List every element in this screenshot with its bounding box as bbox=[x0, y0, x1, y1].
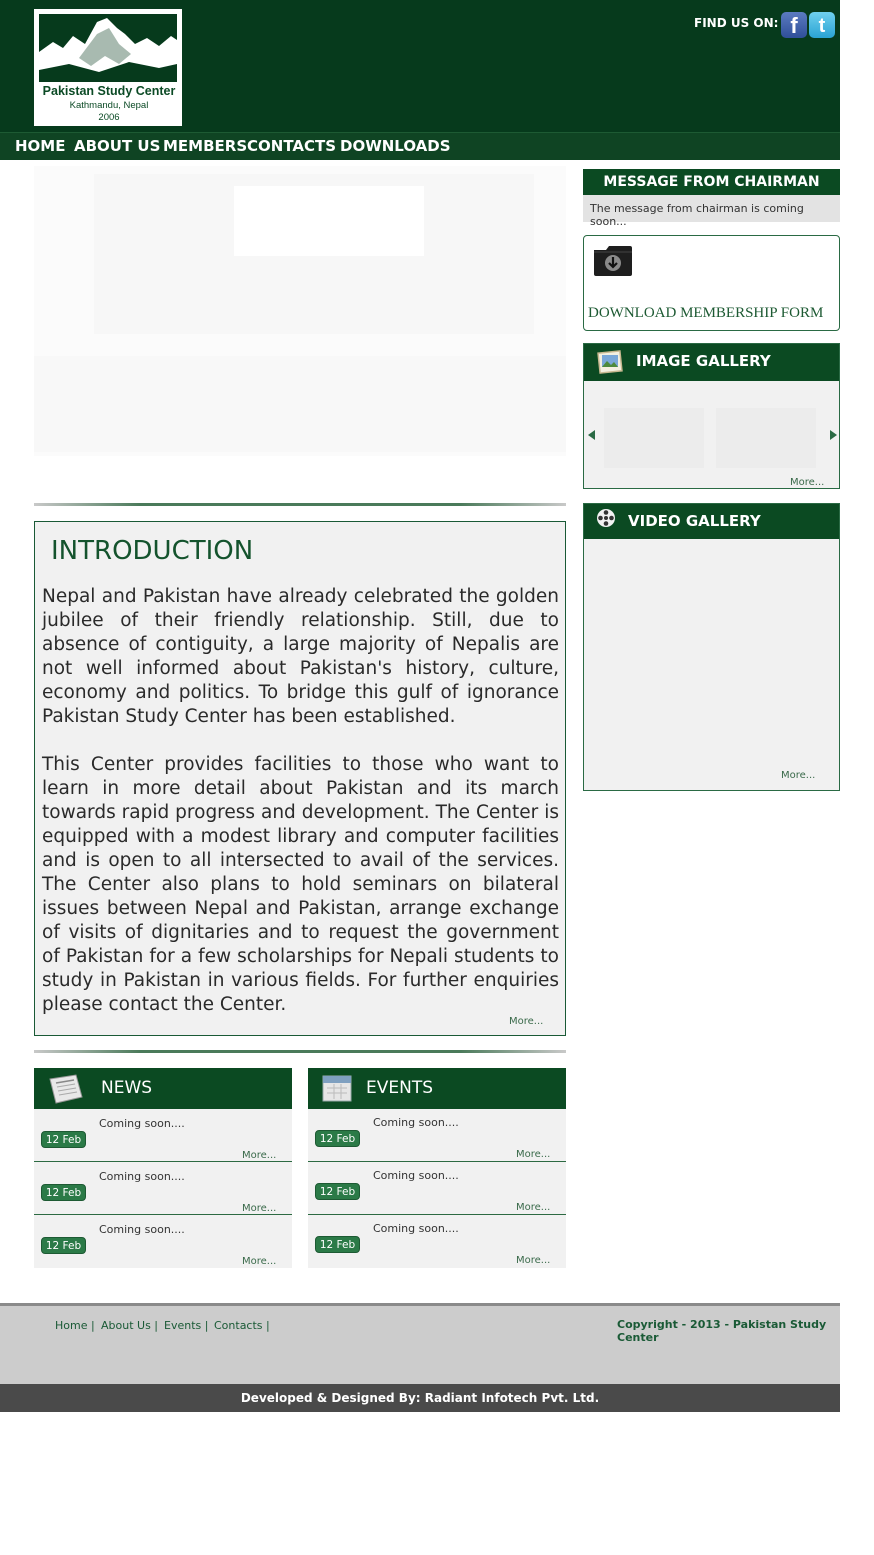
news-item bbox=[34, 1215, 292, 1268]
chairman-message-title: MESSAGE FROM CHAIRMAN bbox=[583, 169, 840, 195]
news-more-link[interactable]: More... bbox=[242, 1150, 277, 1161]
news-item bbox=[34, 1109, 292, 1162]
news-more-link[interactable]: More... bbox=[242, 1203, 277, 1214]
download-icon bbox=[592, 244, 634, 278]
section-divider bbox=[34, 1050, 566, 1053]
copyright-text: Copyright - 2013 - Pakistan Study Center bbox=[617, 1318, 827, 1344]
event-item bbox=[308, 1215, 566, 1268]
footer-link-events[interactable]: Events | bbox=[164, 1319, 209, 1332]
image-gallery-title: IMAGE GALLERY bbox=[636, 352, 771, 370]
news-title: NEWS bbox=[101, 1078, 153, 1098]
events-header bbox=[308, 1068, 566, 1109]
developer-credit: Developed & Designed By: Radiant Infotech Pvt. Ltd. bbox=[0, 1384, 840, 1412]
logo-location: Kathmandu, Nepal bbox=[69, 100, 149, 111]
event-item-text: Coming soon.... bbox=[373, 1169, 459, 1182]
gallery-thumbnail[interactable] bbox=[604, 408, 704, 468]
nav-about-us[interactable]: ABOUT US bbox=[74, 137, 161, 155]
news-item-text: Coming soon.... bbox=[99, 1223, 185, 1236]
section-divider bbox=[34, 503, 566, 506]
nav-contacts[interactable]: CONTACTS bbox=[247, 137, 337, 155]
video-gallery-panel bbox=[583, 503, 840, 791]
chairman-message-text: The message from chairman is coming soon... bbox=[583, 195, 840, 222]
news-date-badge: 12 Feb bbox=[41, 1237, 86, 1254]
site-header bbox=[0, 0, 840, 160]
event-item bbox=[308, 1109, 566, 1162]
video-gallery-more-link[interactable]: More... bbox=[781, 770, 816, 781]
news-header bbox=[34, 1068, 292, 1109]
video-gallery-title: VIDEO GALLERY bbox=[628, 512, 761, 530]
image-gallery-header bbox=[584, 344, 839, 381]
site-logo[interactable] bbox=[34, 9, 182, 126]
introduction-panel bbox=[34, 521, 566, 1036]
facebook-icon[interactable]: f bbox=[781, 12, 807, 38]
news-item bbox=[34, 1162, 292, 1215]
news-panel bbox=[34, 1068, 292, 1268]
event-item bbox=[308, 1162, 566, 1215]
twitter-icon[interactable]: t bbox=[809, 12, 835, 38]
film-reel-icon bbox=[596, 508, 616, 528]
news-item-text: Coming soon.... bbox=[99, 1170, 185, 1183]
site-footer bbox=[0, 1303, 840, 1385]
event-date-badge: 12 Feb bbox=[315, 1183, 360, 1200]
event-item-text: Coming soon.... bbox=[373, 1222, 459, 1235]
logo-year: 2006 bbox=[98, 112, 120, 123]
nav-downloads[interactable]: DOWNLOADS bbox=[340, 137, 451, 155]
slider-caption-area bbox=[34, 356, 566, 452]
events-title: EVENTS bbox=[366, 1078, 434, 1098]
news-more-link[interactable]: More... bbox=[242, 1256, 277, 1267]
event-item-text: Coming soon.... bbox=[373, 1116, 459, 1129]
picture-icon bbox=[597, 349, 623, 375]
news-date-badge: 12 Feb bbox=[41, 1131, 86, 1148]
calendar-icon bbox=[321, 1073, 353, 1103]
event-more-link[interactable]: More... bbox=[516, 1255, 551, 1266]
main-nav bbox=[0, 132, 840, 160]
mountain-logo-icon bbox=[39, 14, 177, 82]
introduction-paragraph-2: This Center provides facilities to those who want to learn in more detail about Pakistan and its march towards rapid progress and development. The Center is equipped with a modest library and computer facilities and is open to all intersected to avail of the services. The Center also plans to hold seminars on bilateral issues between Nepal and Pakistan, arrange exchange of visits of dignitaries and to request the government of Pakistan for a few scholarships for Nepali students to study in Pakistan in various fields. For further enquiries please contact the Center. bbox=[42, 754, 559, 1015]
newspaper-icon bbox=[48, 1073, 80, 1103]
gallery-prev-arrow-icon[interactable] bbox=[588, 430, 595, 440]
event-more-link[interactable]: More... bbox=[516, 1202, 551, 1213]
download-membership-form-link[interactable]: DOWNLOAD MEMBERSHIP FORM bbox=[588, 305, 824, 321]
find-us-label: FIND US ON: bbox=[694, 16, 779, 30]
events-panel bbox=[308, 1068, 566, 1268]
news-date-badge: 12 Feb bbox=[41, 1184, 86, 1201]
logo-title: Pakistan Study Center bbox=[42, 84, 176, 98]
introduction-more-link[interactable]: More... bbox=[509, 1016, 544, 1027]
gallery-next-arrow-icon[interactable] bbox=[830, 430, 837, 440]
nav-home[interactable]: HOME bbox=[15, 137, 66, 155]
event-date-badge: 12 Feb bbox=[315, 1130, 360, 1147]
footer-link-contacts[interactable]: Contacts | bbox=[214, 1319, 270, 1332]
event-date-badge: 12 Feb bbox=[315, 1236, 360, 1253]
image-gallery-more-link[interactable]: More... bbox=[790, 477, 825, 488]
image-gallery-panel bbox=[583, 343, 840, 489]
event-more-link[interactable]: More... bbox=[516, 1149, 551, 1160]
footer-link-home[interactable]: Home | bbox=[55, 1319, 95, 1332]
video-gallery-header bbox=[584, 504, 839, 539]
download-membership-box[interactable] bbox=[583, 235, 840, 331]
news-item-text: Coming soon.... bbox=[99, 1117, 185, 1130]
slider-image-panel bbox=[234, 186, 424, 256]
banner-slider[interactable] bbox=[34, 166, 566, 456]
introduction-title: INTRODUCTION bbox=[51, 536, 254, 566]
introduction-paragraph-1: Nepal and Pakistan have already celebrated the golden jubilee of their friendly relationship. Still, due to absence of contiguity, a large majority of Nepalis are not well informed about Pakistan's history, culture, economy and politics. To bridge this gulf of ignorance Pakistan Study Center has been established. bbox=[42, 586, 559, 727]
gallery-thumbnail[interactable] bbox=[716, 408, 816, 468]
footer-link-about-us[interactable]: About Us | bbox=[101, 1319, 159, 1332]
nav-members[interactable]: MEMBERS bbox=[163, 137, 248, 155]
